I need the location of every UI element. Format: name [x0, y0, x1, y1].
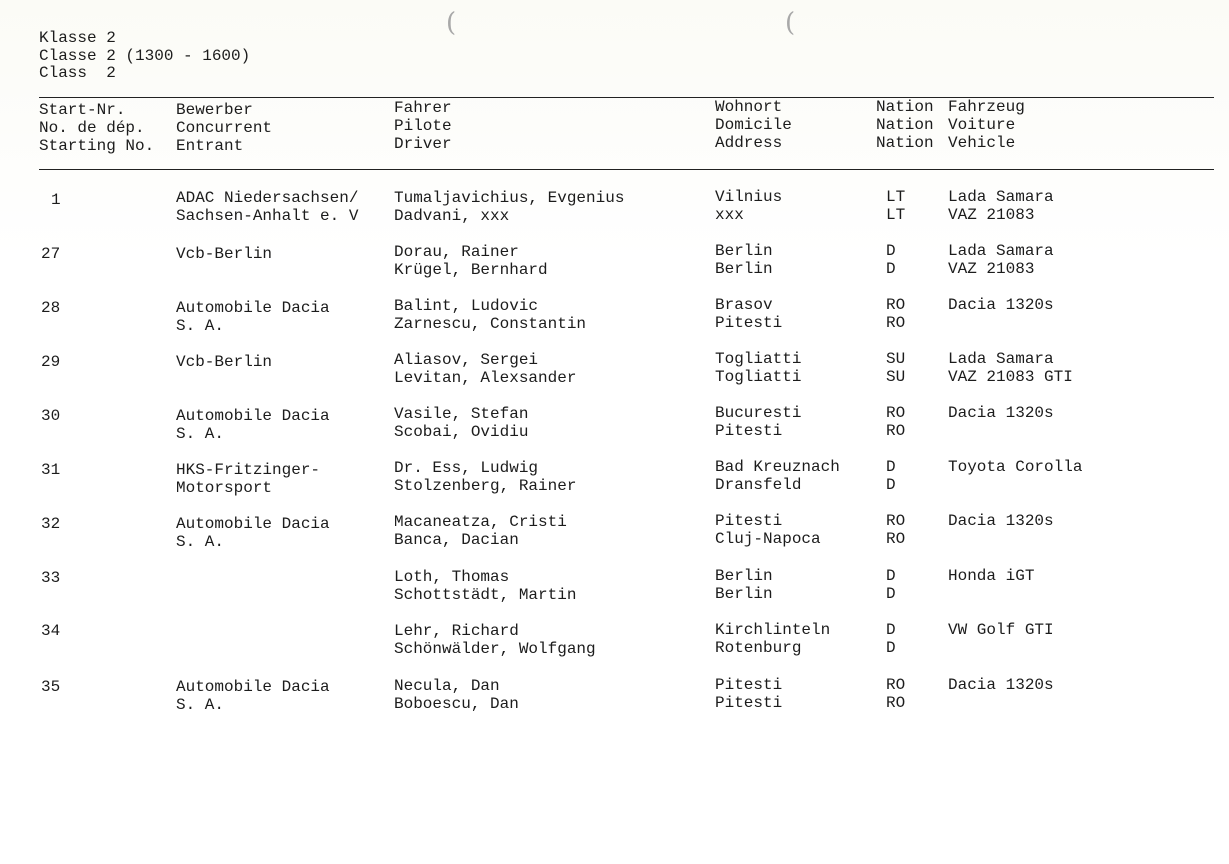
start-number: 1 — [51, 191, 61, 209]
class-heading-german: Klasse 2 — [39, 29, 116, 47]
addresses: Bucuresti Pitesti — [715, 404, 802, 440]
start-number: 29 — [41, 353, 61, 371]
start-number: 32 — [41, 515, 61, 533]
entry-row-30 — [0, 405, 1229, 445]
class-heading-french: Classe 2 (1300 - 1600) — [39, 46, 251, 65]
vehicle: Lada Samara VAZ 21083 GTI — [948, 350, 1073, 386]
drivers: Dr. Ess, Ludwig Stolzenberg, Rainer — [394, 459, 577, 495]
drivers: Balint, Ludovic Zarnescu, Constantin — [394, 297, 587, 333]
start-number: 35 — [41, 678, 61, 696]
addresses: Togliatti Togliatti — [715, 350, 802, 386]
vehicle: Dacia 1320s — [948, 404, 1054, 422]
header-bottom-rule — [39, 169, 1214, 170]
entry-row-34 — [0, 622, 1229, 662]
drivers: Aliasov, Sergei Levitan, Alexsander — [394, 351, 577, 387]
drivers: Tumaljavichius, Evgenius Dadvani, xxx — [394, 189, 625, 225]
entrant: Automobile Dacia S. A. — [176, 515, 330, 551]
start-number: 28 — [41, 299, 61, 317]
nations: D D — [886, 621, 896, 657]
class-heading-english: Class 2 — [39, 64, 116, 82]
addresses: Kirchlinteln Rotenburg — [715, 621, 831, 657]
vehicle: Dacia 1320s — [948, 676, 1054, 694]
start-number: 27 — [41, 245, 61, 263]
addresses: Pitesti Pitesti — [715, 676, 783, 712]
drivers: Loth, Thomas Schottstädt, Martin — [394, 568, 577, 604]
vehicle: Toyota Corolla — [948, 458, 1083, 476]
addresses: Bad Kreuznach Dransfeld — [715, 458, 840, 494]
start-number: 31 — [41, 461, 61, 479]
vehicle: Dacia 1320s — [948, 296, 1054, 314]
nations: D D — [886, 567, 896, 603]
header-address: Wohnort Domicile Address — [715, 98, 792, 152]
punch-hole-mark-right: ( — [785, 8, 796, 38]
entry-row-27 — [0, 243, 1229, 283]
entrant: Vcb-Berlin — [176, 353, 273, 371]
entrant: Automobile Dacia S. A. — [176, 299, 330, 335]
nations: RO RO — [886, 404, 906, 440]
entrant: ADAC Niedersachsen/ Sachsen-Anhalt e. V — [176, 189, 359, 225]
start-number: 34 — [41, 622, 61, 640]
nations: D D — [886, 242, 896, 278]
entrant: HKS-Fritzinger- Motorsport — [176, 461, 321, 497]
entrant: Vcb-Berlin — [176, 245, 273, 263]
entry-row-1 — [0, 189, 1229, 229]
drivers: Macaneatza, Cristi Banca, Dacian — [394, 513, 567, 549]
header-driver: Fahrer Pilote Driver — [394, 99, 452, 153]
vehicle: Dacia 1320s — [948, 512, 1054, 530]
punch-hole-mark-left: ( — [446, 8, 457, 38]
header-start-number: Start-Nr. No. de dép. Starting No. — [39, 101, 155, 155]
vehicle: Lada Samara VAZ 21083 — [948, 188, 1054, 224]
drivers: Vasile, Stefan Scobai, Ovidiu — [394, 405, 529, 441]
nations: RO RO — [886, 512, 906, 548]
nations: RO RO — [886, 676, 906, 712]
vehicle: VW Golf GTI — [948, 621, 1054, 639]
entry-row-31 — [0, 459, 1229, 499]
addresses: Vilnius xxx — [715, 188, 783, 224]
start-number: 30 — [41, 407, 61, 425]
entry-row-28 — [0, 297, 1229, 337]
addresses: Pitesti Cluj-Napoca — [715, 512, 821, 548]
nations: D D — [886, 458, 896, 494]
header-vehicle: Fahrzeug Voiture Vehicle — [948, 98, 1025, 152]
entrant: Automobile Dacia S. A. — [176, 678, 330, 714]
vehicle: Honda iGT — [948, 567, 1035, 585]
nations: SU SU — [886, 350, 906, 386]
header-nation: Nation Nation Nation — [876, 98, 934, 152]
header-top-rule — [39, 97, 1214, 98]
addresses: Berlin Berlin — [715, 567, 773, 603]
header-entrant: Bewerber Concurrent Entrant — [176, 101, 273, 155]
entry-row-35 — [0, 676, 1229, 716]
addresses: Brasov Pitesti — [715, 296, 783, 332]
entry-row-33 — [0, 567, 1229, 607]
class-heading — [39, 30, 250, 83]
addresses: Berlin Berlin — [715, 242, 773, 278]
entry-row-32 — [0, 513, 1229, 553]
start-number: 33 — [41, 569, 61, 587]
drivers: Dorau, Rainer Krügel, Bernhard — [394, 243, 548, 279]
entrant: Automobile Dacia S. A. — [176, 407, 330, 443]
vehicle: Lada Samara VAZ 21083 — [948, 242, 1054, 278]
drivers: Necula, Dan Boboescu, Dan — [394, 677, 519, 713]
drivers: Lehr, Richard Schönwälder, Wolfgang — [394, 622, 596, 658]
nations: LT LT — [886, 188, 906, 224]
nations: RO RO — [886, 296, 906, 332]
entry-row-29 — [0, 351, 1229, 391]
